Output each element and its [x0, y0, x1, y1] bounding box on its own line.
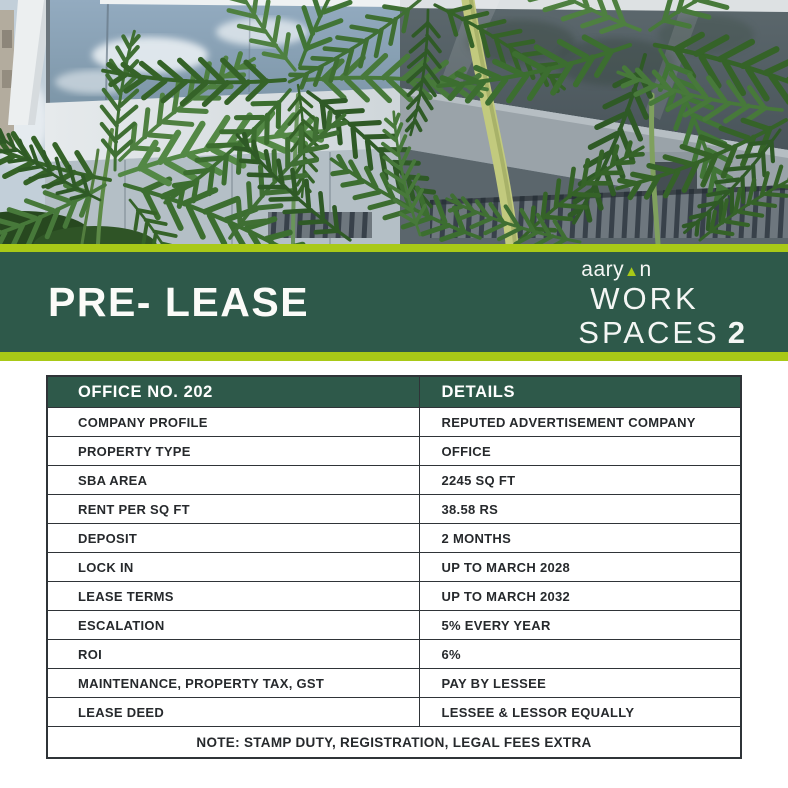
title-banner — [0, 252, 788, 352]
header-details: DETAILS — [419, 376, 741, 408]
table-row — [47, 524, 741, 553]
logo-line-work: WORK — [590, 280, 699, 316]
spec-value-cell: LESSEE & LESSOR EQUALLY — [419, 698, 741, 727]
spec-value-cell: 38.58 RS — [419, 495, 741, 524]
table-row — [47, 669, 741, 698]
table-row — [47, 582, 741, 611]
logo-spaces-text: SPACES — [578, 314, 720, 350]
table-row — [47, 553, 741, 582]
logo-number: 2 — [727, 314, 745, 350]
table-row — [47, 611, 741, 640]
table-header-row — [47, 376, 741, 408]
spec-value-cell: PAY BY LESSEE — [419, 669, 741, 698]
note-cell: NOTE: STAMP DUTY, REGISTRATION, LEGAL FEES EXTRA — [47, 727, 741, 759]
spec-label-cell: DEPOSIT — [47, 524, 419, 553]
spec-label-cell: PROPERTY TYPE — [47, 437, 419, 466]
spec-label-cell: LOCK IN — [47, 553, 419, 582]
spec-value-cell: 2 MONTHS — [419, 524, 741, 553]
table-row — [47, 495, 741, 524]
spec-value-cell: UP TO MARCH 2028 — [419, 553, 741, 582]
spec-label-cell: ESCALATION — [47, 611, 419, 640]
table-section — [0, 361, 788, 759]
table-row — [47, 437, 741, 466]
page-title: PRE- LEASE — [48, 278, 310, 325]
spec-label-cell: LEASE DEED — [47, 698, 419, 727]
spec-label-cell: ROI — [47, 640, 419, 669]
lime-divider-bottom — [0, 352, 788, 361]
spec-label-cell: LEASE TERMS — [47, 582, 419, 611]
logo-line-spaces — [578, 314, 745, 350]
table-row — [47, 466, 741, 495]
table-row — [47, 698, 741, 727]
building-photo — [0, 0, 788, 244]
spec-value-cell: 5% EVERY YEAR — [419, 611, 741, 640]
header-office-no: OFFICE NO. 202 — [47, 376, 419, 408]
spec-label-cell: MAINTENANCE, PROPERTY TAX, GST — [47, 669, 419, 698]
brand-triangle-icon: ▲ — [624, 262, 640, 280]
brand-suffix: n — [639, 257, 652, 281]
brand-logo — [578, 259, 745, 348]
spec-value-cell: 6% — [419, 640, 741, 669]
spec-label-cell: RENT PER SQ FT — [47, 495, 419, 524]
lease-details-table — [46, 375, 742, 759]
brand-wordmark — [581, 259, 745, 280]
spec-value-cell: REPUTED ADVERTISEMENT COMPANY — [419, 408, 741, 437]
spec-value-cell: 2245 SQ FT — [419, 466, 741, 495]
spec-label-cell: SBA AREA — [47, 466, 419, 495]
brand-prefix: aary — [581, 257, 625, 281]
spec-value-cell: OFFICE — [419, 437, 741, 466]
table-row — [47, 408, 741, 437]
table-row — [47, 640, 741, 669]
spec-value-cell: UP TO MARCH 2032 — [419, 582, 741, 611]
table-note-row — [47, 727, 741, 759]
spec-label-cell: COMPANY PROFILE — [47, 408, 419, 437]
lime-divider-top — [0, 244, 788, 252]
